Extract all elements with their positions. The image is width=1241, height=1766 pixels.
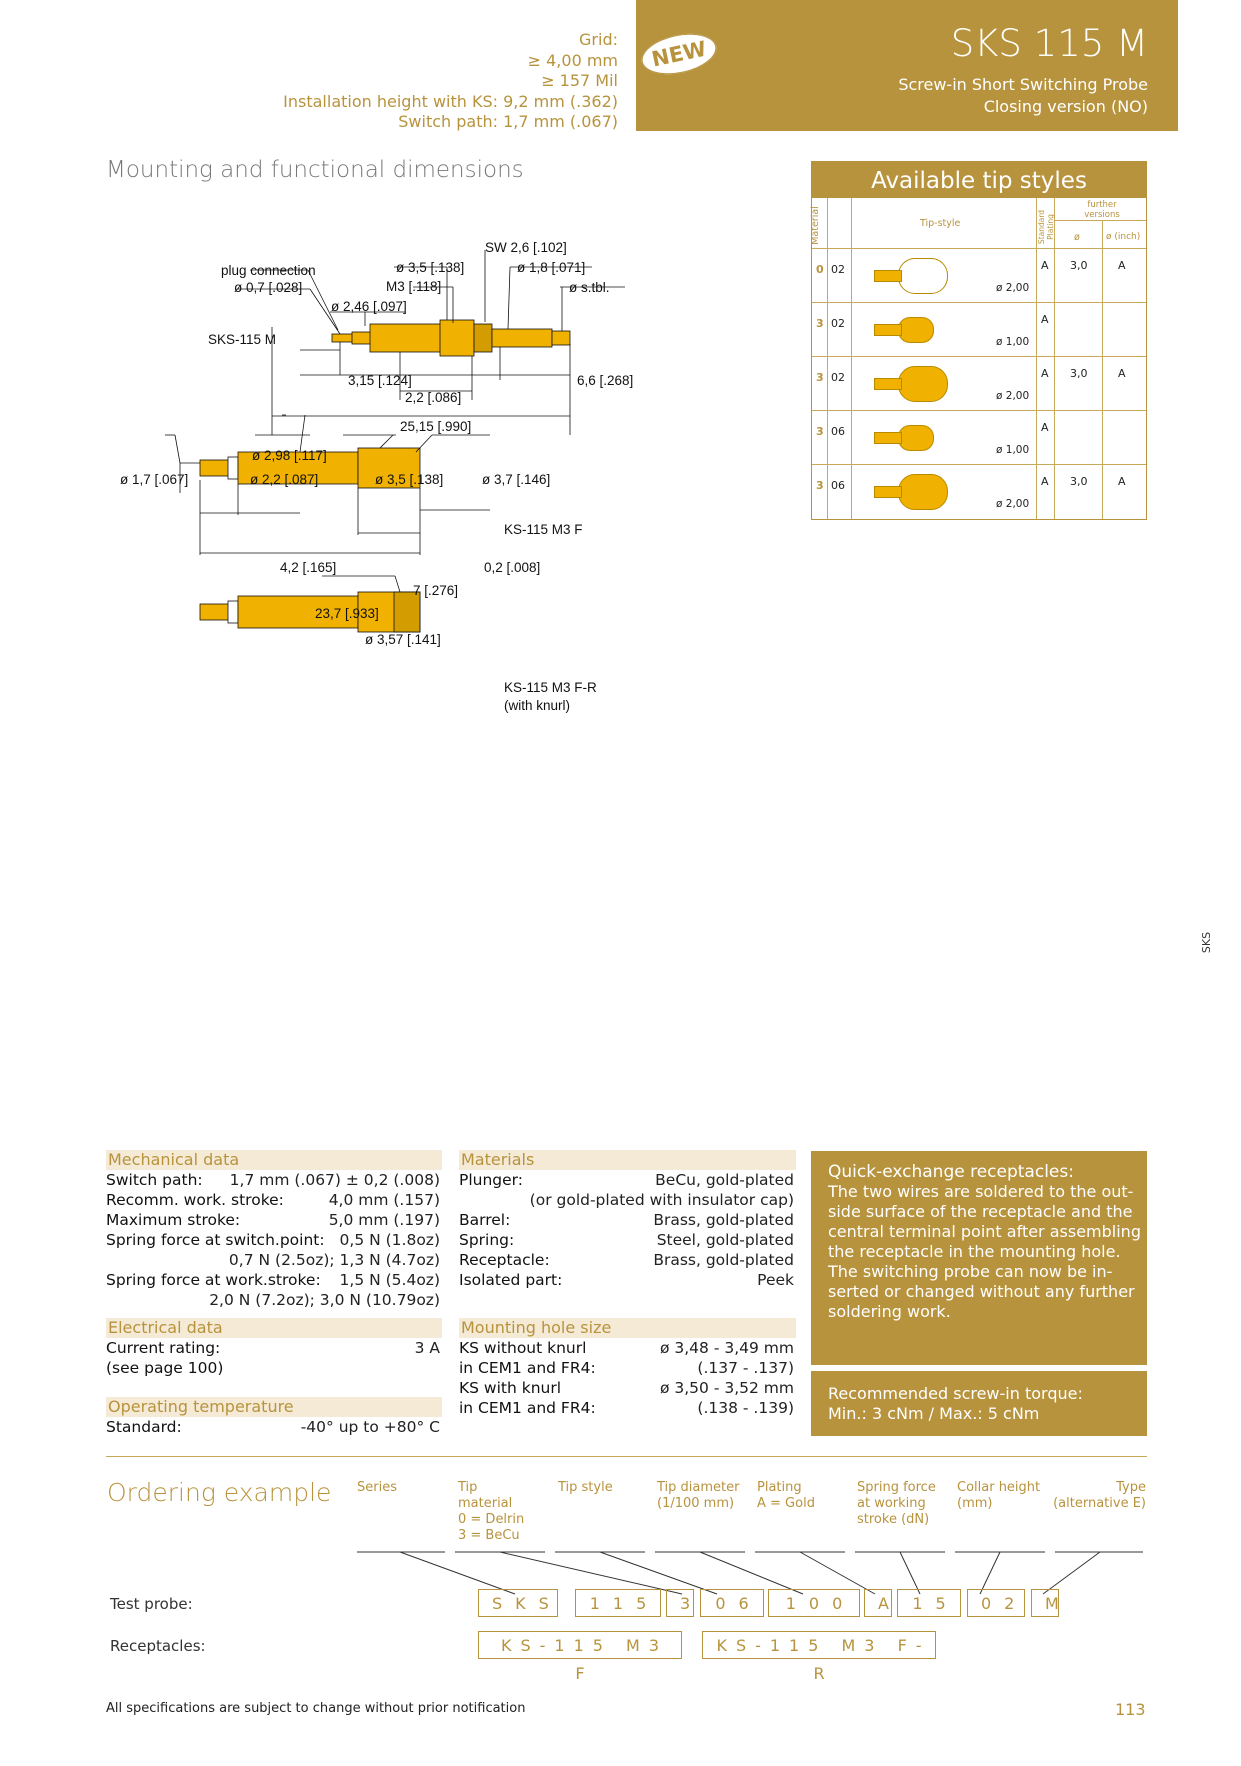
tip-further-dia: 3,0: [1070, 259, 1088, 272]
probe-segment: 02: [967, 1589, 1025, 1617]
tip-material: 3: [816, 425, 824, 438]
header-title-box: [636, 0, 1178, 131]
dim-d246: ø 2,46 [.097]: [331, 299, 407, 314]
header-specs: [200, 30, 618, 133]
torque-line2: Min.: 3 cNm / Max.: 5 cNm: [828, 1404, 1040, 1423]
dim-l2515: 25,15 [.990]: [400, 419, 472, 434]
electrical-key: (see page 100): [106, 1359, 224, 1377]
ordering-column: [757, 1480, 815, 1512]
materials-value: (or gold-plated with insulator cap): [529, 1191, 794, 1209]
ordering-column-line: Type: [1116, 1480, 1146, 1495]
tip-shape-icon: [898, 474, 948, 510]
label-ks-m3f: KS-115 M3 F: [504, 522, 583, 537]
product-subtitle: Screw-in Short Switching Probe: [898, 75, 1148, 94]
dim-l315: 3,15 [.124]: [348, 373, 412, 388]
quick-exchange-line: central terminal point after assembling: [828, 1222, 1141, 1241]
footer-note: All specifications are subject to change without prior notification: [106, 1701, 526, 1716]
electrical-heading: Electrical data: [106, 1318, 442, 1338]
mechanical-key: Maximum stroke:: [106, 1211, 241, 1229]
ordering-column-line: (mm): [957, 1496, 993, 1511]
side-tab: SKS: [1200, 931, 1214, 954]
materials-heading: Materials: [459, 1150, 796, 1170]
dim-m3: M3 [.118]: [386, 279, 442, 294]
dim-d07: ø 0,7 [.028]: [234, 280, 303, 295]
ordering-column-line: A = Gold: [757, 1496, 815, 1511]
tip-shaft-icon: [874, 324, 902, 336]
ordering-column-line: (alternative E): [1053, 1496, 1146, 1511]
ordering-column-line: at working: [857, 1496, 926, 1511]
mounting-key: KS with knurl: [459, 1379, 562, 1397]
quick-exchange-line: The two wires are soldered to the out-: [828, 1182, 1134, 1201]
test-probe-label: Test probe:: [110, 1595, 193, 1613]
tip-style-code: 06: [831, 425, 845, 438]
materials-key: Isolated part:: [459, 1271, 563, 1289]
materials-key: Spring:: [459, 1231, 515, 1249]
mounting-value: (.138 - .139): [697, 1399, 794, 1417]
ordering-column-line: 3 = BeCu: [458, 1528, 520, 1543]
new-badge: NEW: [638, 28, 720, 81]
probe-segment: SKS: [478, 1589, 558, 1617]
mechanical-value: 5,0 mm (.197): [328, 1211, 440, 1229]
dim-d18: ø 1,8 [.071]: [517, 260, 586, 275]
dim-l237: 23,7 [.933]: [315, 606, 379, 621]
tip-style-code: 02: [831, 263, 845, 276]
mechanical-key: Switch path:: [106, 1171, 203, 1189]
dim-d37: ø 3,7 [.146]: [482, 472, 551, 487]
dim-l22: 2,2 [.086]: [405, 390, 462, 405]
tip-further-plating: A: [1118, 259, 1126, 272]
quick-exchange-box: [811, 1151, 1147, 1365]
dim-l7: 7 [.276]: [413, 583, 459, 598]
tip-style-code: 02: [831, 371, 845, 384]
mounting-value: ø 3,48 - 3,49 mm: [659, 1339, 794, 1357]
grid-mil: ≥ 157 Mil: [541, 71, 618, 90]
ordering-column-line: Spring force: [857, 1480, 936, 1495]
ordering-column-line: stroke (dN): [857, 1512, 930, 1527]
dim-d298: ø 2,98 [.117]: [252, 448, 327, 463]
receptacle-segment: KS-115 M3 F: [478, 1631, 682, 1659]
mechanical-key: Spring force at work.stroke:: [106, 1271, 321, 1289]
tip-plating: A: [1041, 475, 1049, 488]
label-ks-m3fr: KS-115 M3 F-R: [504, 680, 597, 695]
tip-plating: A: [1041, 313, 1049, 326]
dim-d22: ø 2,2 [.087]: [250, 472, 319, 487]
materials-value: Brass, gold-plated: [653, 1251, 794, 1269]
temperature-value: -40° up to +80° C: [300, 1418, 440, 1436]
dim-d17: ø 1,7 [.067]: [120, 472, 189, 487]
electrical-key: Current rating:: [106, 1339, 221, 1357]
tip-shape-icon: [898, 258, 948, 294]
mechanical-value: 2,0 N (7.2oz); 3,0 N (10.79oz): [209, 1291, 440, 1309]
dim-d35b: ø 3,5 [.138]: [375, 472, 444, 487]
tip-further-dia: 3,0: [1070, 475, 1088, 488]
materials-key: Receptacle:: [459, 1251, 550, 1269]
temperature-key: Standard:: [106, 1418, 182, 1436]
tip-styles-table: [811, 161, 1147, 520]
torque-line1: Recommended screw-in torque:: [828, 1384, 1083, 1403]
ordering-column-line: Series: [357, 1480, 397, 1495]
label-sks: SKS-115 M: [208, 332, 277, 347]
quick-exchange-line: serted or changed without any further: [828, 1282, 1135, 1301]
tip-diameter: ø 1,00: [996, 444, 1030, 456]
receptacle-segment: KS-115 M3 F-R: [702, 1631, 936, 1659]
tip-shaft-icon: [874, 270, 902, 282]
ordering-column: [357, 1480, 397, 1496]
tip-material: 3: [816, 317, 824, 330]
ordering-column: [458, 1480, 524, 1544]
torque-box: [811, 1371, 1147, 1436]
dim-d357: ø 3,57 [.141]: [365, 632, 441, 647]
ordering-column-line: 0 = Delrin: [458, 1512, 525, 1527]
tip-shaft-icon: [874, 486, 902, 498]
tip-further-plating: A: [1118, 475, 1126, 488]
materials-value: Peek: [757, 1271, 794, 1289]
ordering-column-line: Tip diameter: [657, 1480, 740, 1495]
section-title: Mounting and functional dimensions: [106, 157, 524, 183]
dim-l66: 6,6 [.268]: [577, 373, 634, 388]
quick-exchange-line: The switching probe can now be in-: [828, 1262, 1113, 1281]
ordering-column-line: (1/100 mm): [657, 1496, 735, 1511]
electrical-value: 3 A: [414, 1339, 440, 1357]
col-dia-inch: ø (inch): [1106, 232, 1141, 242]
ordering-column: [558, 1480, 613, 1496]
ordering-column-line: Collar height: [957, 1480, 1041, 1495]
grid-mm: ≥ 4,00 mm: [527, 50, 618, 70]
tip-diameter: ø 1,00: [996, 336, 1030, 348]
mounting-value: (.137 - .137): [697, 1359, 794, 1377]
tip-shaft-icon: [874, 378, 902, 390]
label-plug-connection: plug connection: [221, 263, 316, 278]
grid-label: Grid:: [579, 30, 618, 49]
probe-segment: 115: [575, 1589, 661, 1617]
materials-value: Steel, gold-plated: [656, 1231, 794, 1249]
tip-plating: A: [1041, 421, 1049, 434]
mounting-key: KS without knurl: [459, 1339, 587, 1357]
col-material: Material: [809, 206, 821, 245]
mounting-heading: Mounting hole size: [459, 1318, 796, 1338]
mounting-key: in CEM1 and FR4:: [459, 1399, 596, 1417]
probe-segment: M: [1031, 1589, 1059, 1617]
dim-d35: ø 3,5 [.138]: [396, 260, 465, 275]
product-title: SKS 115 M: [950, 22, 1148, 65]
temperature-heading: Operating temperature: [106, 1397, 442, 1417]
tip-material: 3: [816, 479, 824, 492]
tip-plating: A: [1041, 259, 1049, 272]
tip-style-code: 02: [831, 317, 845, 330]
col-standard: Standard Plating: [1037, 209, 1055, 245]
ordering-column: [657, 1480, 739, 1512]
tip-style-code: 06: [831, 479, 845, 492]
tip-shape-icon: [898, 366, 948, 402]
materials-value: BeCu, gold-plated: [655, 1171, 794, 1189]
quick-exchange-line: the receptacle in the mounting hole.: [828, 1242, 1121, 1261]
page-number: 113: [1115, 1700, 1146, 1719]
tip-shape-icon: [898, 317, 934, 343]
tip-further-dia: 3,0: [1070, 367, 1088, 380]
product-version: Closing version (NO): [983, 97, 1148, 116]
receptacles-label: Receptacles:: [110, 1637, 206, 1655]
dim-sw: SW 2,6 [.102]: [485, 240, 567, 255]
probe-segment: 100: [768, 1589, 860, 1617]
quick-exchange-line: soldering work.: [828, 1302, 951, 1321]
col-tipstyle: Tip-style: [920, 218, 961, 229]
materials-key: Barrel:: [459, 1211, 511, 1229]
materials-value: Brass, gold-plated: [653, 1211, 794, 1229]
mounting-value: ø 3,50 - 3,52 mm: [659, 1379, 794, 1397]
quick-exchange-line: side surface of the receptacle and the: [828, 1202, 1133, 1221]
ordering-column-line: Plating: [757, 1480, 802, 1495]
ordering-column: [857, 1480, 936, 1528]
tip-plating: A: [1041, 367, 1049, 380]
tip-shape-icon: [898, 425, 934, 451]
probe-segment: 06: [700, 1589, 764, 1617]
mounting-key: in CEM1 and FR4:: [459, 1359, 596, 1377]
ordering-column-line: Tip: [458, 1480, 478, 1495]
mechanical-key: Recomm. work. stroke:: [106, 1191, 284, 1209]
dim-l02: 0,2 [.008]: [484, 560, 541, 575]
col-further: further versions: [1084, 200, 1120, 220]
tip-table-title: Available tip styles: [812, 162, 1146, 198]
mechanical-key: Spring force at switch.point:: [106, 1231, 325, 1249]
mechanical-value: 1,5 N (5.4oz): [339, 1271, 440, 1289]
materials-key: Plunger:: [459, 1171, 523, 1189]
mechanical-value: 0,5 N (1.8oz): [339, 1231, 440, 1249]
mechanical-heading: Mechanical data: [106, 1150, 442, 1170]
dim-stbl: ø s.tbl.: [569, 280, 610, 295]
probe-segment: A: [864, 1589, 892, 1617]
tip-material: 3: [816, 371, 824, 384]
mechanical-value: 4,0 mm (.157): [328, 1191, 440, 1209]
ordering-column-line: Tip style: [558, 1480, 613, 1495]
ordering-title: Ordering example: [107, 1478, 332, 1507]
mechanical-value: 0,7 N (2.5oz); 1,3 N (4.7oz): [228, 1251, 440, 1269]
tip-diameter: ø 2,00: [996, 390, 1030, 402]
tip-diameter: ø 2,00: [996, 498, 1030, 510]
label-with-knurl: (with knurl): [504, 698, 571, 713]
tip-material: 0: [816, 263, 824, 276]
install-height: Installation height with KS: 9,2 mm (.362): [283, 91, 618, 111]
tip-shaft-icon: [874, 432, 902, 444]
ordering-column: [957, 1480, 1040, 1512]
tip-diameter: ø 2,00: [996, 282, 1030, 294]
ordering-column-line: material: [458, 1496, 513, 1511]
quick-exchange-heading: Quick-exchange receptacles:: [828, 1162, 1074, 1182]
switch-path: Switch path: 1,7 mm (.067): [398, 112, 618, 131]
dim-l42: 4,2 [.165]: [280, 560, 337, 575]
ordering-column: [1040, 1480, 1146, 1512]
mechanical-value: 1,7 mm (.067) ± 0,2 (.008): [229, 1171, 440, 1189]
probe-segment: 15: [897, 1589, 961, 1617]
tip-further-plating: A: [1118, 367, 1126, 380]
divider: [106, 1456, 1147, 1457]
probe-segment: 3: [666, 1589, 694, 1617]
col-dia: ø: [1074, 232, 1080, 243]
